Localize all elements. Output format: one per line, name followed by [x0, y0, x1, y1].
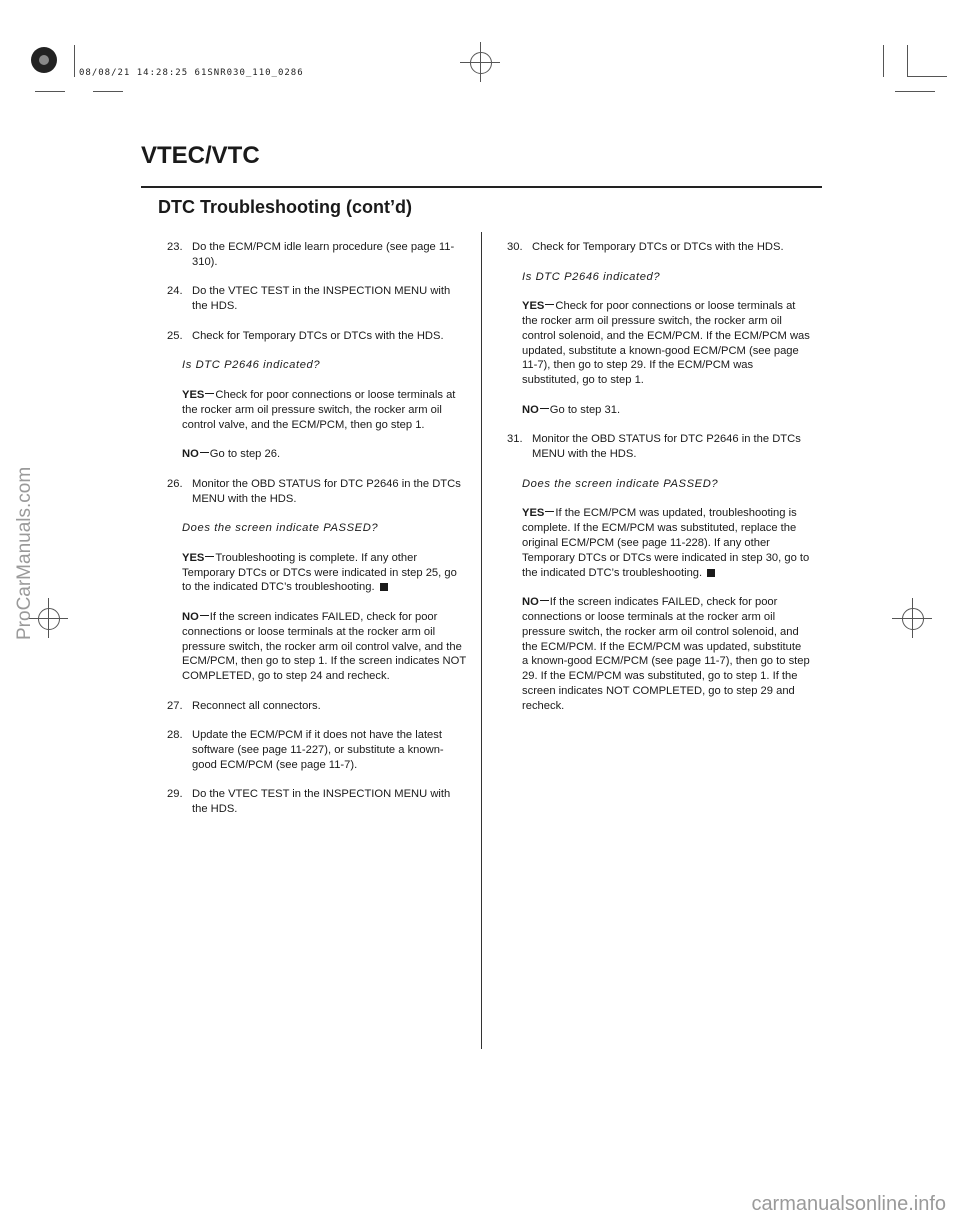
crop-line: [93, 91, 123, 92]
crosshair-top: [470, 52, 492, 74]
step-28: 28. Update the ECM/PCM if it does not have the latest software (see page 11-227), or substitute a known-good ECM/PCM (see page 11-7).: [167, 729, 444, 771]
side-watermark: ProCarManuals.com: [14, 466, 35, 640]
step-30-no: NO Go to step 31.: [522, 403, 621, 416]
step-25: 25. Check for Temporary DTCs or DTCs with the HDS.: [167, 329, 444, 342]
section-subtitle: DTC Troubleshooting (cont’d): [158, 197, 412, 217]
step-25-no: NO Go to step 26.: [182, 448, 281, 461]
step-27: 27. Reconnect all connectors.: [167, 699, 321, 712]
crosshair-line: [892, 618, 932, 619]
footer-watermark: carmanualsonline.info: [751, 1193, 946, 1215]
registration-mark-top-left-inner: [39, 55, 49, 65]
step-26-no: NO If the screen indicates FAILED, check for poor connections or loose terminals at the rocker arm oil pressure switch, the rocker arm oil control valve, and the ECM/PCM, then go to step 1. If the screen indicates NOT COMPLETED, go to step 24 and recheck.: [182, 610, 466, 683]
end-marker: [707, 569, 715, 577]
step-25-yes: YES Check for poor connections or loose terminals at the rocker arm oil pressure switch, the rocker arm oil control valve, and the ECM/PCM, then go step 1.: [182, 388, 456, 431]
left-column: [158, 240, 468, 817]
crop-line: [907, 76, 947, 77]
step-31-question: Does the screen indicate PASSED?: [522, 477, 719, 490]
title-divider: [141, 186, 822, 188]
step-30-question: Is DTC P2646 indicated?: [522, 270, 661, 283]
step-23: 23. Do the ECM/PCM idle learn procedure (see page 11-310).: [167, 241, 455, 268]
end-marker: [380, 583, 388, 591]
step-25-question: Is DTC P2646 indicated?: [182, 359, 321, 372]
step-30: 30. Check for Temporary DTCs or DTCs with the HDS.: [507, 241, 784, 253]
crosshair-line: [460, 62, 500, 63]
step-29: 29. Do the VTEC TEST in the INSPECTION MENU with the HDS.: [167, 788, 451, 816]
step-26-yes: YES Troubleshooting is complete. If any other Temporary DTCs or DTCs were indicated in step 25, go to the indicated DTC’s troubleshooting.: [182, 551, 457, 594]
crop-line: [907, 45, 908, 77]
step-31-no: NO If the screen indicates FAILED, check for poor connections or loose terminals at the rocker arm oil pressure switch, the rocker arm oil control solenoid, and the ECM/PCM. If the ECM/PCM was updated, substitute a known-good ECM/PCM (see page 11-7), then go to step 29. If the ECM/PCM was substituted, go to step 1. If the screen indicates NOT COMPLETED, go to step 29 and recheck.: [522, 596, 810, 712]
crop-line: [895, 91, 935, 92]
crosshair-right: [902, 608, 924, 630]
right-column: [498, 240, 810, 714]
crop-line: [35, 91, 65, 92]
section-title: VTEC/VTC: [141, 142, 260, 169]
print-stamp: 08/08/21 14:28:25 61SNR030_110_0286: [79, 68, 304, 78]
step-30-yes: YES Check for poor connections or loose terminals at the rocker arm oil pressure switch, the rocker arm oil control solenoid, and the ECM/PCM. If the ECM/PCM was updated, substitute a known-good ECM/PCM (see page 11-7), then go to step 29. If the ECM/PCM was substituted, go to step 1.: [522, 300, 810, 387]
crop-line: [74, 45, 75, 77]
crop-line: [883, 45, 884, 77]
step-26: 26. Monitor the OBD STATUS for DTC P2646 in the DTCs MENU with the HDS.: [167, 477, 461, 505]
step-31-yes: YES If the ECM/PCM was updated, troubleshooting is complete. If the ECM/PCM was substituted, replace the original ECM/PCM (see page 11-228). If any other Temporary DTCs or DTCs were indicated in step 30, go to the indicated DTC’s troubleshooting.: [522, 507, 810, 579]
step-31: 31. Monitor the OBD STATUS for DTC P2646 in the DTCs MENU with the HDS.: [507, 433, 801, 461]
step-24: 24. Do the VTEC TEST in the INSPECTION MENU with the HDS.: [167, 285, 451, 313]
step-26-question: Does the screen indicate PASSED?: [182, 522, 379, 535]
crosshair-left: [38, 608, 60, 630]
column-divider: [481, 232, 482, 1049]
